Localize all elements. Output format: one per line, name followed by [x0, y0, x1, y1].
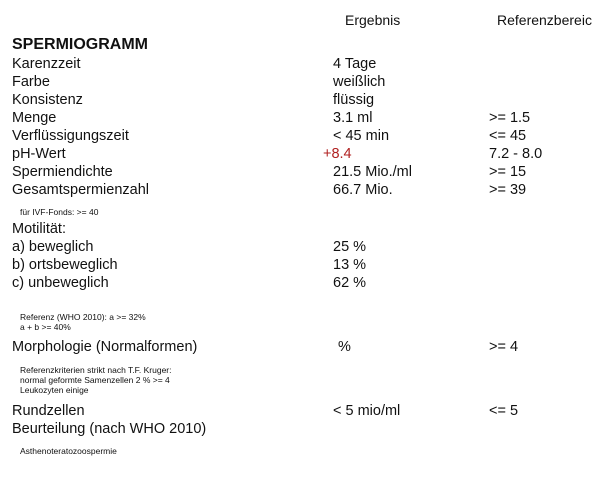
round-cells-value: < 5 mio/ml [333, 403, 401, 419]
round-cells-reference: <= 5 [489, 403, 519, 419]
column-header-result: Ergebnis [345, 12, 401, 28]
row-label: Menge [12, 110, 57, 126]
note-line: normal geformte Samenzellen 2 % >= 4 [20, 375, 170, 386]
row-reference: 7.2 - 8.0 [489, 146, 543, 162]
row-reference: <= 45 [489, 128, 527, 144]
ivf-note: für IVF-Fonds: >= 40 [20, 207, 99, 217]
assessment-label: Beurteilung (nach WHO 2010) [12, 421, 207, 437]
row-reference: >= 39 [489, 182, 527, 198]
row-value: 3.1 ml [333, 110, 373, 126]
motility-value: 13 % [333, 257, 367, 273]
note-line: Leukozyten einige [20, 385, 89, 396]
assessment-result: Asthenoteratozoospermie [20, 446, 117, 456]
row-value-flagged: +8.4 [323, 146, 352, 162]
row-value: 66.7 Mio. [333, 182, 393, 198]
note-line: Referenzkriterien strikt nach T.F. Kruger: [20, 365, 172, 375]
row-label: Verflüssigungszeit [12, 128, 129, 144]
motility-label: a) beweglich [12, 239, 94, 255]
morphology-value: % [338, 339, 351, 355]
morphology-label: Morphologie (Normalformen) [12, 339, 198, 355]
row-value: flüssig [333, 92, 375, 108]
motility-value: 25 % [333, 239, 367, 255]
motility-heading: Motilität: [12, 221, 66, 237]
row-value: < 45 min [333, 128, 390, 144]
morphology-note [20, 365, 320, 396]
motility-reference-note [20, 312, 320, 332]
row-value: weißlich [333, 74, 386, 90]
row-value: 4 Tage [333, 56, 377, 72]
round-cells-label: Rundzellen [12, 403, 85, 419]
motility-label: b) ortsbeweglich [12, 257, 118, 273]
note-line: a + b >= 40% [20, 322, 71, 333]
motility-value: 62 % [333, 275, 367, 291]
column-header-reference: Referenzbereic [497, 12, 592, 28]
row-label: Konsistenz [12, 92, 83, 108]
row-value: 21.5 Mio./ml [333, 164, 412, 180]
motility-label: c) unbeweglich [12, 275, 109, 291]
row-label: Spermiendichte [12, 164, 113, 180]
report-title: SPERMIOGRAMM [12, 36, 148, 53]
note-line: Referenz (WHO 2010): a >= 32% [20, 312, 146, 322]
row-label: Farbe [12, 74, 50, 90]
row-reference: >= 15 [489, 164, 527, 180]
row-label: Karenzzeit [12, 56, 81, 72]
row-reference: >= 1.5 [489, 110, 531, 126]
row-label: Gesamtspermienzahl [12, 182, 149, 198]
morphology-reference: >= 4 [489, 339, 519, 355]
row-label: pH-Wert [12, 146, 66, 162]
